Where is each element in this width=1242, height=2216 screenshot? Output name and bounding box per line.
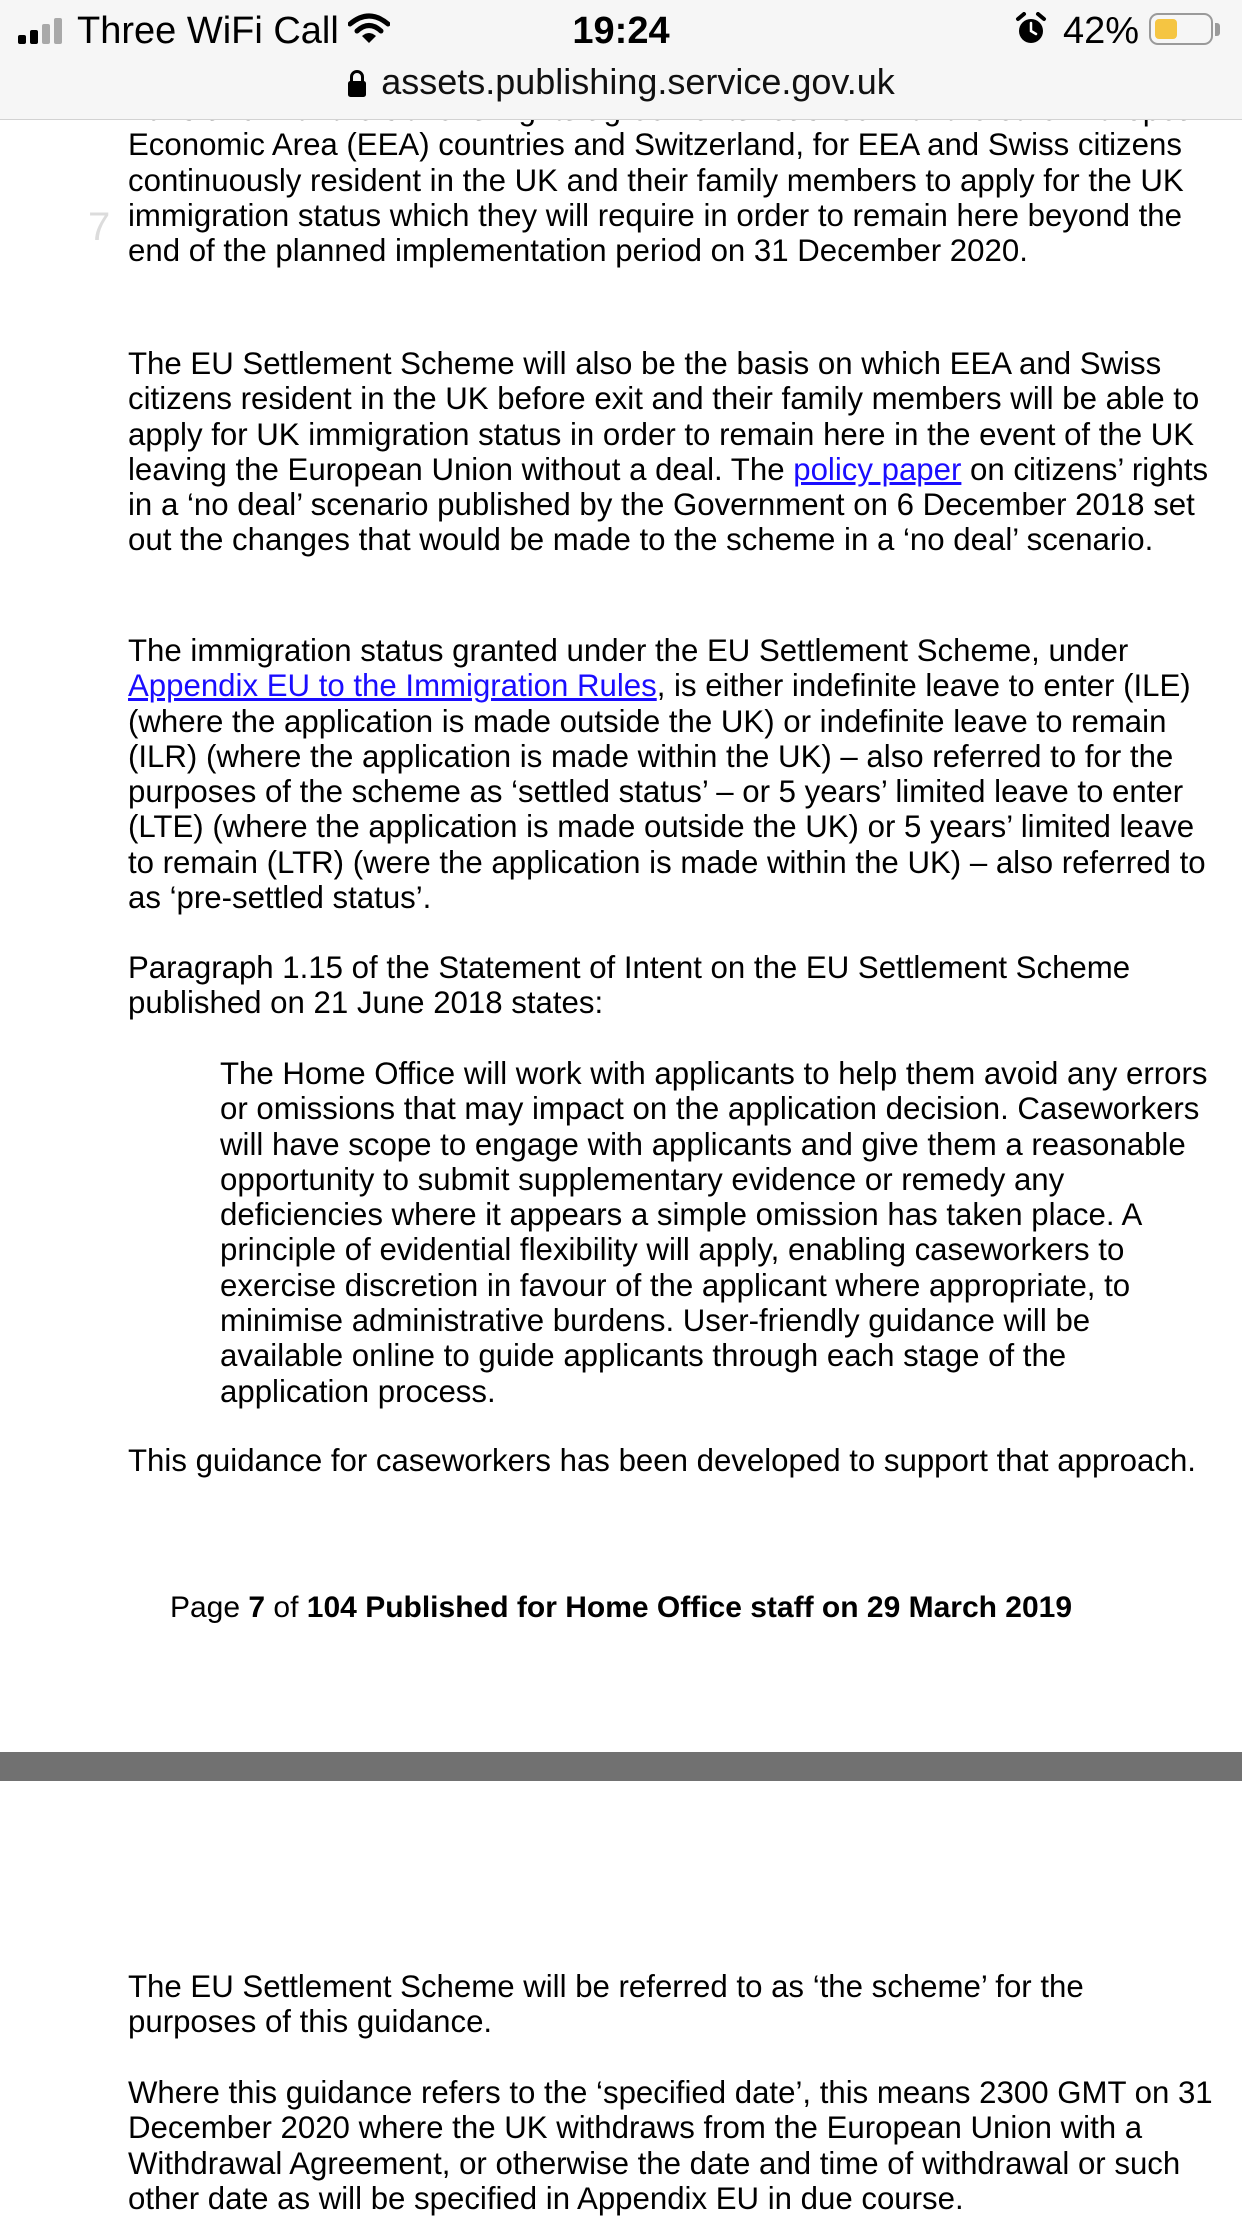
status-bar [0,0,1242,60]
paragraph-text: The immigration status granted under the EU Settlement Scheme, under [128,633,1129,668]
clock: 19:24 [572,10,670,52]
battery-percentage: 42% [1063,10,1140,52]
of-label: of [273,1591,299,1624]
appendix-eu-link[interactable]: Appendix EU to the Immigration Rules [128,668,657,704]
paragraph-statement-of-intent: Paragraph 1.15 of the Statement of Intent on the EU Settlement Scheme published on 21 June 2018 states: [128,950,1131,1021]
browser-top-bar [0,0,1242,120]
battery-icon [1149,13,1213,45]
paragraph-no-deal [128,346,1214,558]
paragraph-guidance: This guidance for caseworkers has been developed to support that approach. [128,1443,1196,1478]
paragraph-scheme-definition: The EU Settlement Scheme will be referred to as ‘the scheme’ for the purposes of this guidance. [128,1969,1084,2040]
paragraph-immigration-status [128,633,1214,915]
lock-icon [347,68,367,98]
policy-paper-link[interactable]: policy paper [793,451,962,487]
address-bar[interactable] [0,58,1242,110]
paragraph-text: , is either indefinite leave to enter (ILE) (where the application is made outside the UK) or indefinite leave to remain (ILR) (where the application is made within the UK) – also referred to for the purposes of the scheme as ‘settled status’ – or 5 years’ limited leave to enter (LTE) (where the application is made outside the UK) or 5 years’ limited leave to remain (LTR) (were the application is made within the UK) – also referred to as ‘pre-settled status’. [128,668,1206,916]
paragraph-specified-date: Where this guidance refers to the ‘specified date’, this means 2300 GMT on 31 December 2020 where the UK withdraws from the European Union with a Withdrawal Agreement, or otherwise the date and time of withdrawal or such other date as will be specified in Appendix EU in due course. [128,2075,1213,2216]
quoted-paragraph: The Home Office will work with applicants to help them avoid any errors or omissions that may impact on the application decision. Caseworkers will have scope to engage with applicants and give them a reasonable opportunity to submit supplementary evidence or remedy any deficiencies where it appears a simple omission has taken place. A principle of evidential flexibility will apply, enabling caseworkers to exercise discretion in favour of the applicant where appropriate, to minimise administrative burdens. User-friendly guidance will be available online to guide applicants through each stage of the application process. [220,1056,1208,1409]
paragraph-text: Economic Area (EEA) countries and Switzerland, for EEA and Swiss citizens continuously resident in the UK and their family members to apply for the UK immigration status which they will require in order to remain here beyond the end of the planned implementation period on 31 December 2020. [128,127,1184,269]
paragraph-text: The EU Settlement Scheme will also be the basis on which EEA and Swiss citizens resident in the UK before exit and their family members will be able to apply for UK immigration status in order to remain here in the event of the UK leaving the European Union without a deal. The [128,346,1200,487]
page-label: Page [169,1591,241,1624]
paragraph-text: on citizens’ rights in a ‘no deal’ scenario published by the Government on 6 December 2018 set out the changes that would be made to the scheme in a ‘no deal’ scenario. [128,451,1209,558]
page-separator [0,1752,1242,1781]
current-page-number: 7 [248,1591,266,1624]
document-page [0,1781,1242,2216]
total-pages: 104 [306,1591,357,1624]
url-text: assets.publishing.service.gov.uk [381,61,895,102]
page-number-watermark: 7 [88,205,111,249]
carrier-name: Three WiFi Call [77,10,339,52]
published-note: Published for Home Office staff on 29 March 2019 [365,1591,1073,1624]
page-footer [0,1588,1242,1628]
battery-level [1155,19,1177,39]
alarm-icon [1015,12,1047,46]
battery-tip [1215,23,1220,36]
